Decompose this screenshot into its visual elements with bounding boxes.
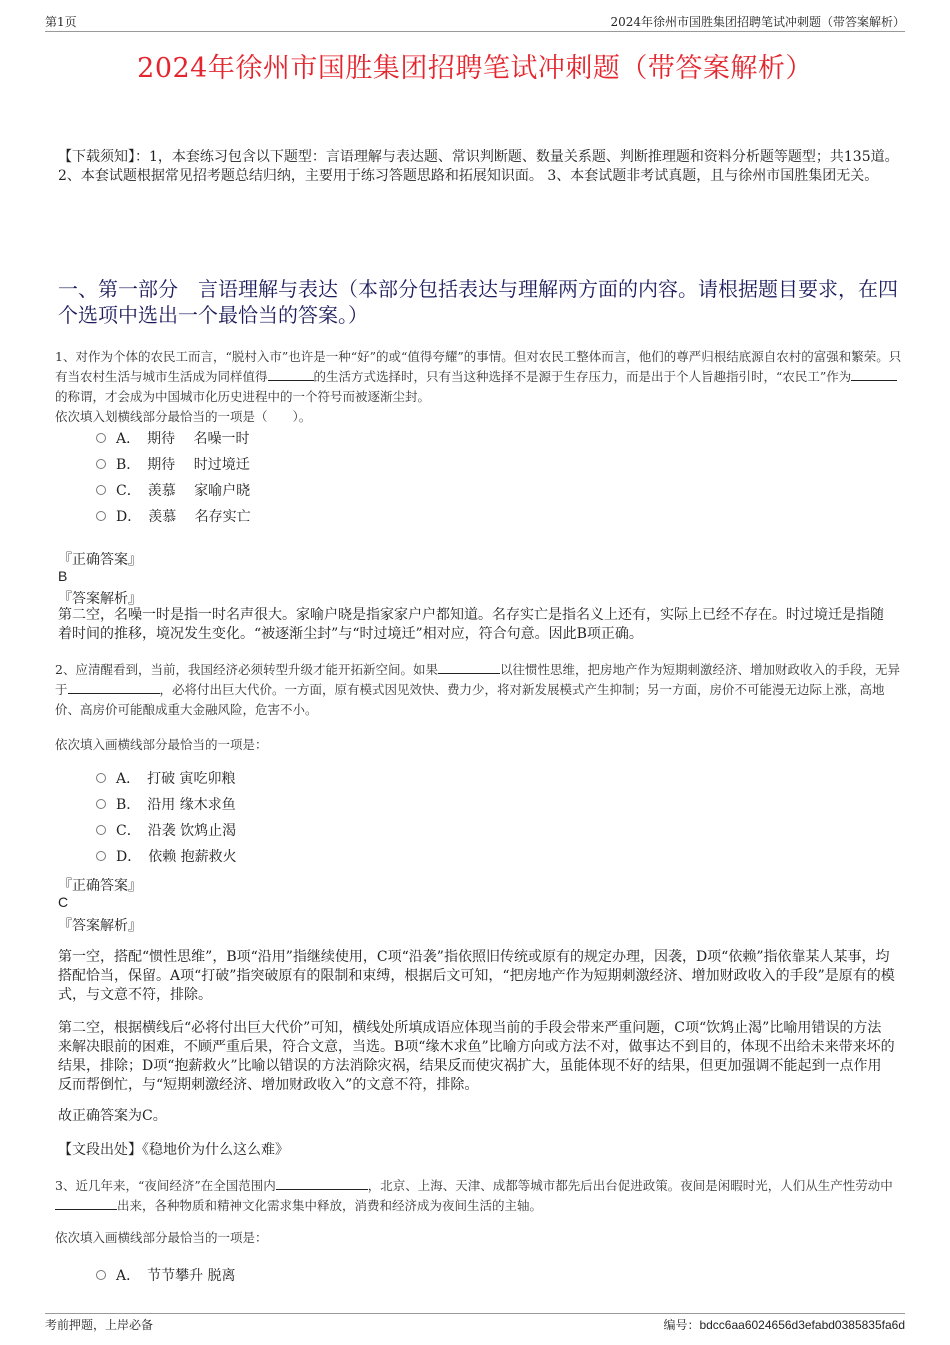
answer-label: 『正确答案』	[58, 552, 142, 568]
page-header	[45, 13, 905, 32]
question-3-text: 3、近几年来，“夜间经济”在全国范围内 ，北京、上海、天津、成都等城市都先后出台促进政策。夜间是闲暇时光，人们从生产性劳动中出来，各种物质和精神文化需求集中释放，消费和经济成为夜间生活的主轴。	[55, 1178, 893, 1213]
radio-icon[interactable]	[96, 485, 106, 495]
analysis-paragraph-1: 第一空，搭配“惯性思维”，B项“沿用”指继续使用，C项“沿袭”指依照旧传统或原有的规定办理，因袭，D项“依赖”指依靠某人某事，均搭配恰当，保留。A项“打破”指突破原有的限制和束缚，根据后文可知，“把房地产作为短期刺激经济、增加财政收入的手段”是原有的模式，与文意不符，排除。	[58, 949, 895, 1003]
source-citation: 【文段出处】《稳地价为什么这么难》	[58, 1142, 289, 1158]
option-c[interactable]: C． 沿袭 饮鸩止渴	[96, 817, 237, 843]
blank-2	[68, 680, 160, 694]
radio-icon[interactable]	[96, 1270, 106, 1280]
question-2-options	[96, 765, 237, 869]
blank-1	[438, 660, 500, 674]
page-footer	[45, 1313, 905, 1333]
question-1-options	[96, 425, 251, 529]
radio-icon[interactable]	[96, 511, 106, 521]
radio-icon[interactable]	[96, 773, 106, 783]
option-d[interactable]: D． 依赖 抱薪救火	[96, 843, 237, 869]
answer-label: 『正确答案』	[58, 878, 142, 894]
question-3-prompt: 依次填入画横线部分最恰当的一项是：	[55, 1230, 268, 1245]
blank-1	[276, 1176, 368, 1190]
header-doc-title: 2024年徐州市国胜集团招聘笔试冲刺题（带答案解析）	[610, 15, 905, 29]
analysis-conclusion: 故正确答案为C。	[58, 1108, 167, 1124]
option-c[interactable]: C． 羡慕 家喻户晓	[96, 477, 251, 503]
section-title: 一、第一部分 言语理解与表达（本部分包括表达与理解两方面的内容。请根据题目要求，在四个选项中选出一个最恰当的答案。）	[58, 277, 898, 327]
download-notice: 【下载须知】：1，本套练习包含以下题型：言语理解与表达题、常识判断题、数量关系题、判断推理题和资料分析题等题型；共135道。 2、本套试题根据常见招考题总结归纳，主要用于练习答题思路和拓展知识面。 3、本套试题非考试真题，且与徐州市国胜集团无关。	[58, 149, 899, 184]
option-b[interactable]: B． 沿用 缘木求鱼	[96, 791, 237, 817]
footer-slogan: 考前押题，上岸必备	[45, 1318, 154, 1332]
answer-value: C	[58, 894, 69, 910]
option-a[interactable]: A． 打破 寅吃卯粮	[96, 765, 237, 791]
analysis-text: 第二空，名噪一时是指一时名声很大。家喻户晓是指家家户户都知道。名存实亡是指名义上还有，实际上已经不存在。时过境迁是指随着时间的推移，境况发生变化。“被逐渐尘封”与“时过境迁”相对应，符合句意。因此B项正确。	[58, 607, 884, 642]
question-3-options	[96, 1262, 236, 1288]
radio-icon[interactable]	[96, 851, 106, 861]
document-title: 2024年徐州市国胜集团招聘笔试冲刺题（带答案解析）	[137, 53, 813, 84]
radio-icon[interactable]	[96, 433, 106, 443]
option-b[interactable]: B． 期待 时过境迁	[96, 451, 251, 477]
option-a[interactable]: A． 期待 名噪一时	[96, 425, 251, 451]
radio-icon[interactable]	[96, 799, 106, 809]
radio-icon[interactable]	[96, 459, 106, 469]
option-d[interactable]: D． 羡慕 名存实亡	[96, 503, 251, 529]
page-number: 第1页	[45, 15, 77, 29]
analysis-paragraph-2: 第二空，根据横线后“必将付出巨大代价”可知，横线处所填成语应体现当前的手段会带来严重问题，C项“饮鸩止渴”比喻用错误的方法来解决眼前的困难，不顾严重后果，符合文意，当选。B项“缘木求鱼”比喻方向或方法不对，做事达不到目的，体现不出给未来带来坏的结果，排除；D项“抱薪救火”比喻以错误的方法消除灾祸，结果反而使灾祸扩大，虽能体现不好的结果，但更加强调不能起到一点作用反而帮倒忙，与“短期刺激经济、增加财政收入”的文意不符，排除。	[58, 1020, 895, 1093]
question-1-prompt: 依次填入划横线部分最恰当的一项是（ ）。	[55, 409, 312, 424]
blank-2	[55, 1196, 117, 1210]
radio-icon[interactable]	[96, 825, 106, 835]
question-2-text: 2、应清醒看到，当前，我国经济必须转型升级才能开拓新空间。如果 以往惯性思维，把房地产作为短期刺激经济、增加财政收入的手段，无异于 ，必将付出巨大代价。一方面，原有模式因见效快、费力少，将对新发展模式产生抑制；另一方面，房价不可能漫无边际上涨，高地价、高房价可能酿成重大金融风险，危害不小。	[55, 662, 900, 717]
question-2-prompt: 依次填入画横线部分最恰当的一项是：	[55, 737, 268, 752]
blank-2	[851, 367, 897, 381]
analysis-label: 『答案解析』	[58, 591, 142, 607]
analysis-label: 『答案解析』	[58, 918, 142, 934]
blank-1	[268, 367, 314, 381]
footer-id: 编号：bdcc6aa6024656d3efabd0385835fa6d	[663, 1318, 905, 1332]
document-code: bdcc6aa6024656d3efabd0385835fa6d	[699, 1318, 905, 1332]
option-a[interactable]: A． 节节攀升 脱离	[96, 1262, 236, 1288]
answer-value: B	[58, 568, 68, 584]
question-1-text: 1、对作为个体的农民工而言，“脱村入市”也许是一种“好”的或“值得夸耀”的事情。但对农民工整体而言，他们的尊严归根结底源自农村的富强和繁荣。只有当农村生活与城市生活成为同样值得 的生活方式选择时，只有当这种选择不是源于生存压力，而是出于个人旨趣指引时，“农民工”作为的称谓，才会成为中国城市化历史进程中的一个符号而被逐渐尘封。	[55, 349, 902, 404]
